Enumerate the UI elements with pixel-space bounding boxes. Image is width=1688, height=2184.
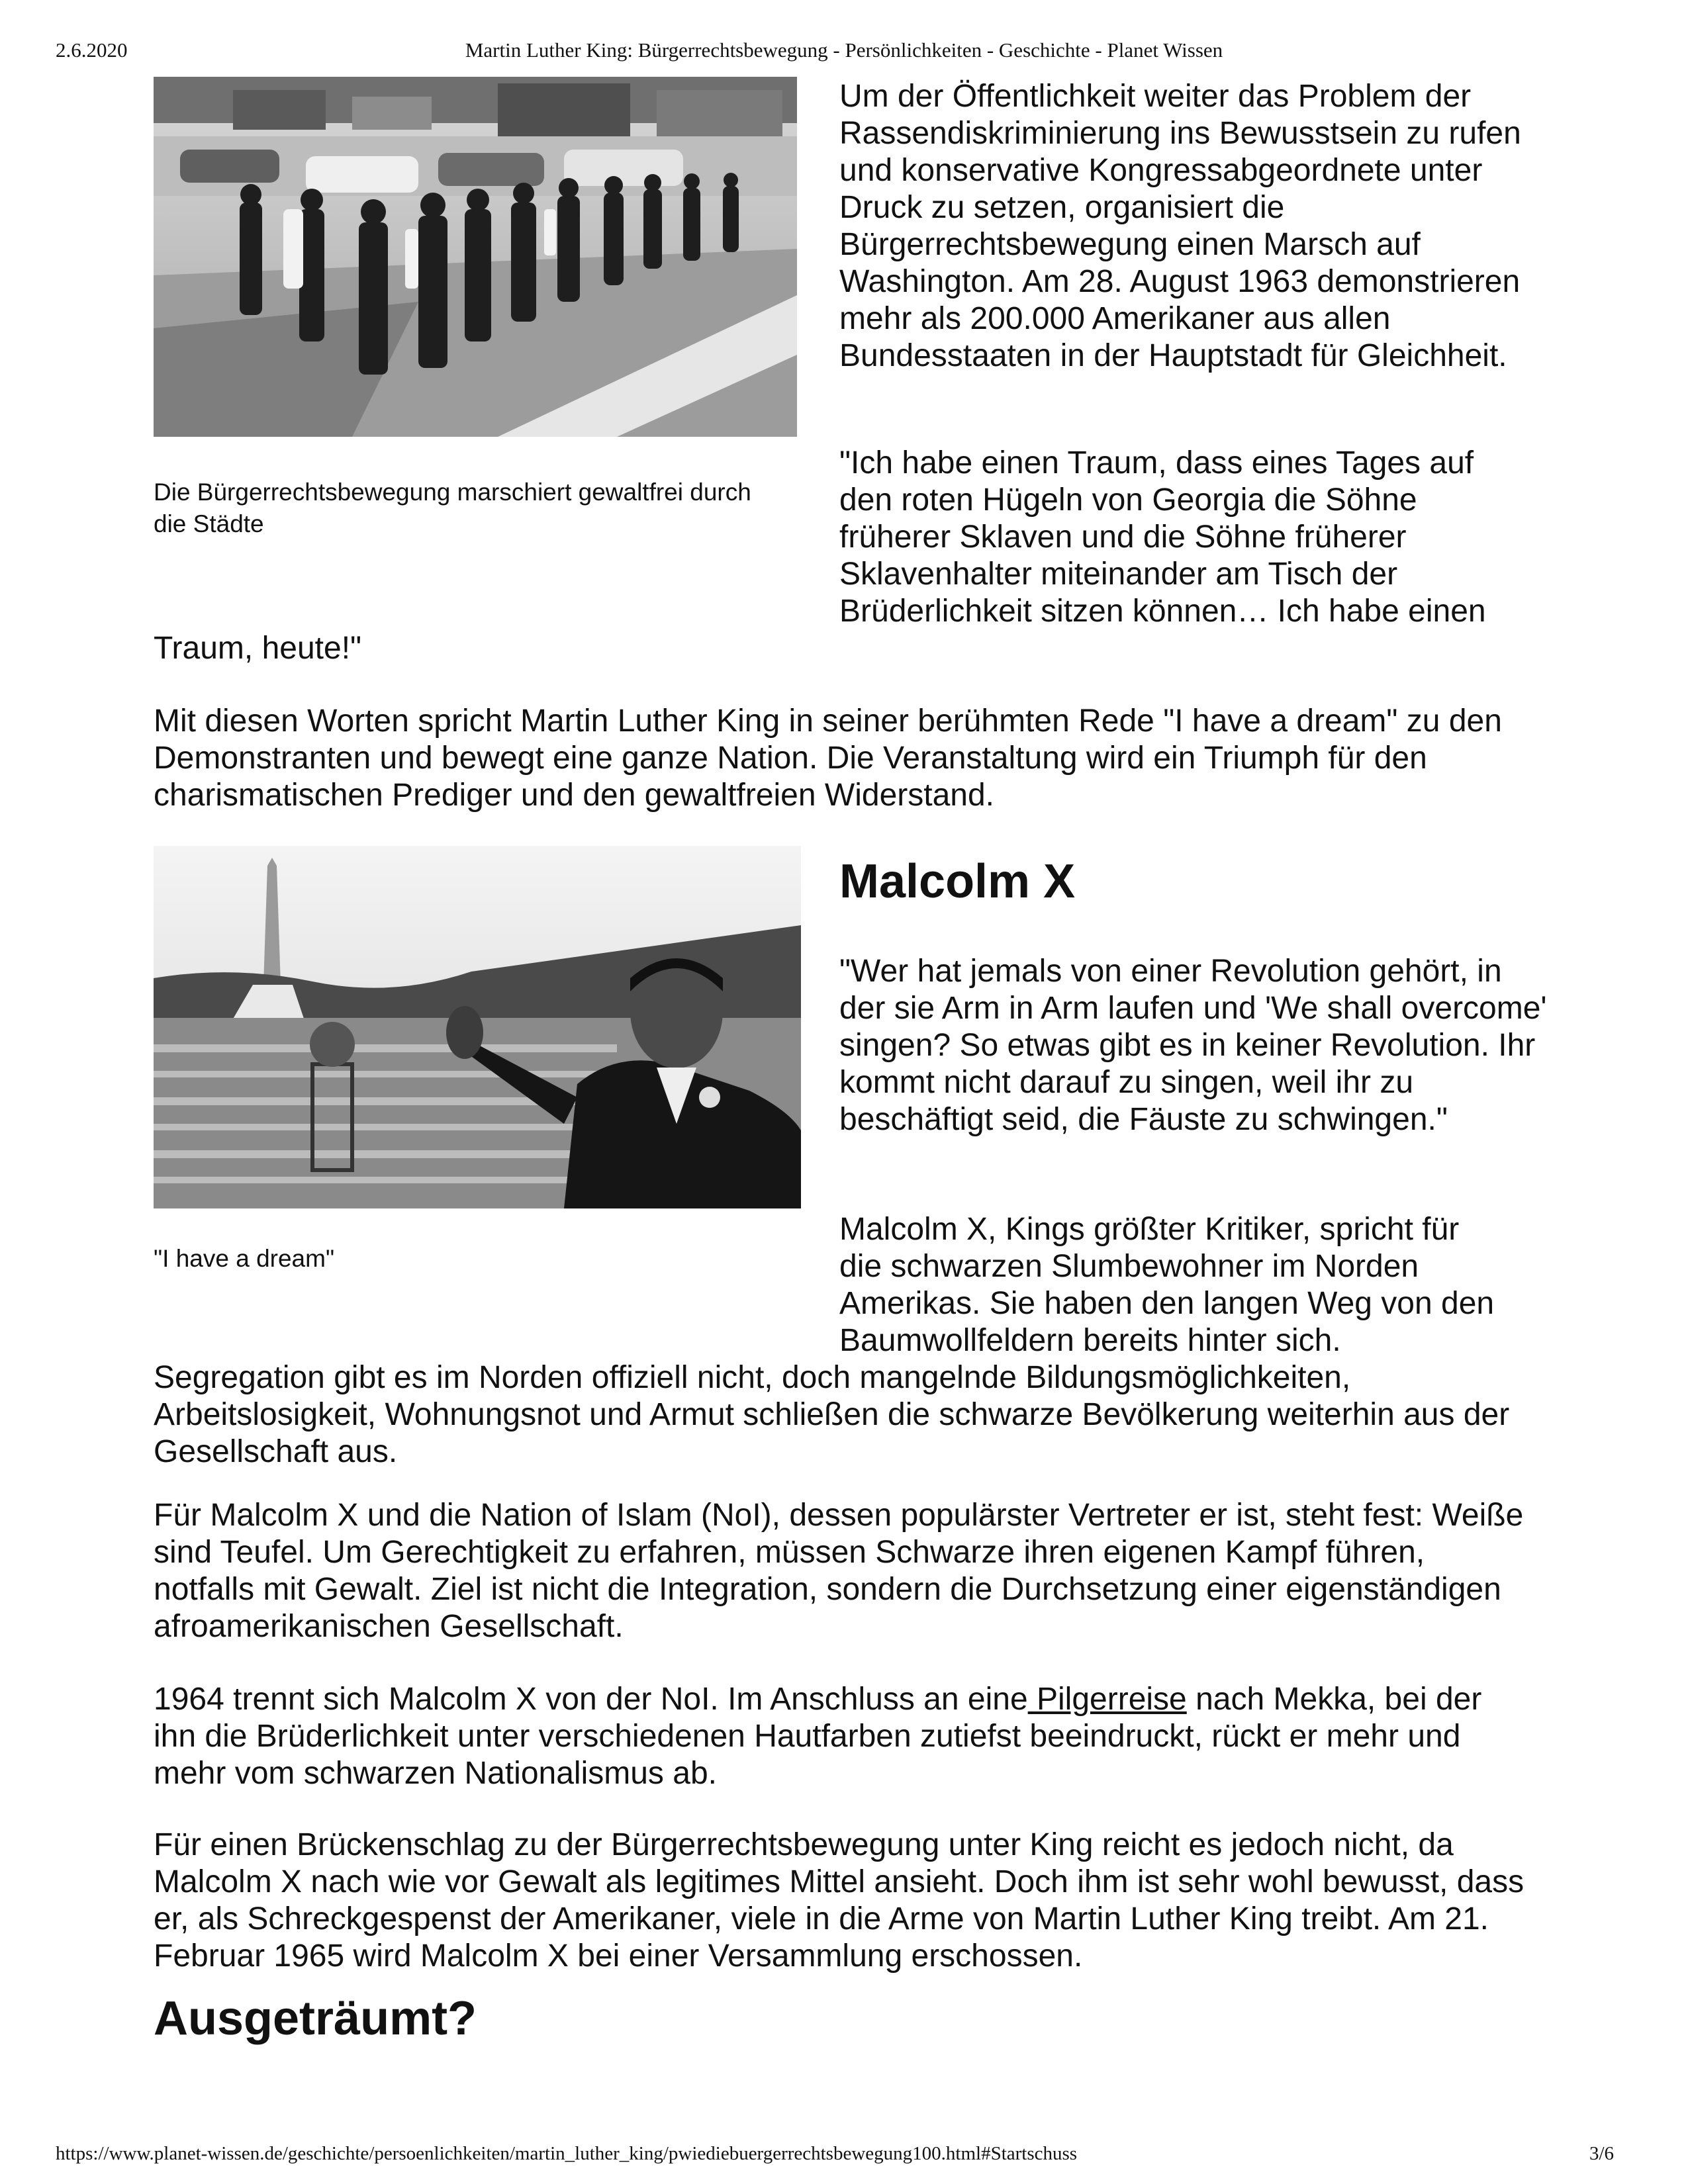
dream-quote-line: Sklavenhalter miteinander am Tisch der bbox=[839, 557, 1398, 592]
pilgerreise-link[interactable]: Pilgerreise bbox=[1027, 1682, 1187, 1717]
dream-quote-line: Brüderlichkeit sitzen können… Ich habe einen bbox=[839, 594, 1486, 629]
dream-quote-line: den roten Hügeln von Georgia die Söhne bbox=[839, 482, 1417, 518]
malcolm-x-heading: Malcolm X bbox=[839, 855, 1076, 908]
malcolm-intro-line: Malcolm X, Kings größter Kritiker, spricht für bbox=[839, 1212, 1460, 1247]
assassination-paragraph: Für einen Brückenschlag zu der Bürgerrechtsbewegung unter King reicht es jedoch nicht, da Malcolm X nach wie vor Gewalt als legitimes Mittel ansieht. Doch ihm ist sehr wohl bewusst, dass er, als Schreckgespenst der Amerikaner, viele in die Arme von Martin Luther King treibt. Am 21. Februar 1965 wird Malcolm X bei einer Versammlung erschossen. bbox=[154, 1827, 1524, 1974]
malcolm-quote: "Wer hat jemals von einer Revolution gehört, in der sie Arm in Arm laufen und 'We shall overcome' singen? So etwas gibt es in keiner Revolution. Ihr kommt nicht darauf zu singen, weil ihr zu beschäftigt seid, die Fäuste zu schwingen." bbox=[839, 954, 1547, 1137]
print-title: Martin Luther King: Bürgerrechtsbewegung - Persönlichkeiten - Geschichte - Planet Wissen bbox=[465, 38, 1223, 62]
page-number: 3/6 bbox=[1589, 2143, 1614, 2164]
ausgetraeumt-heading: Ausgeträumt? bbox=[154, 1992, 477, 2045]
pilgrimage-paragraph bbox=[154, 1681, 1530, 1792]
print-header bbox=[0, 38, 1688, 71]
march-photo-caption: Die Bürgerrechtsbewegung marschiert gewaltfrei durch die Städte bbox=[154, 478, 751, 537]
dream-photo-caption: "I have a dream" bbox=[154, 1245, 335, 1272]
dream-quote-line: früherer Sklaven und die Söhne früherer bbox=[839, 520, 1407, 555]
dream-photo-image bbox=[154, 846, 801, 1208]
pilgrimage-text-before: 1964 trennt sich Malcolm X von der NoI. Im Anschluss an eine bbox=[154, 1682, 1028, 1717]
dream-quote bbox=[839, 445, 1554, 630]
nation-of-islam-paragraph: Für Malcolm X und die Nation of Islam (NoI), dessen populärster Vertreter er ist, steht fest: Weiße sind Teufel. Um Gerechtigkeit zu erfahren, müssen Schwarze ihren eigenen Kampf führen, notfalls mit Gewalt. Ziel ist nicht die Integration, sondern die Durchsetzung einer eigenständigen afroamerikanischen Gesellschaft. bbox=[154, 1498, 1524, 1644]
malcolm-intro-paragraph bbox=[839, 1211, 1554, 1359]
pilgrimage-text-after: nach Mekka, bei der ihn die Brüderlichkeit unter verschiedenen Hautfarben zutiefst beeindruckt, rückt er mehr und mehr vom schwarzen Nationalismus ab. bbox=[154, 1682, 1482, 1791]
dream-speech-paragraph: Mit diesen Worten spricht Martin Luther King in seiner berühmten Rede "I have a dream" zu den Demonstranten und bewegt eine ganze Nation. Die Veranstaltung wird ein Triumph für den charismatischen Prediger und den gewaltfreien Widerstand. bbox=[154, 704, 1502, 813]
dream-photo bbox=[154, 846, 801, 1208]
print-footer bbox=[0, 2143, 1688, 2176]
malcolm-intro-line: die schwarzen Slumbewohner im Norden bbox=[839, 1249, 1419, 1284]
malcolm-intro-line: Baumwollfeldern bereits hinter sich. bbox=[839, 1323, 1341, 1358]
print-date: 2.6.2020 bbox=[56, 38, 128, 62]
march-photo-image bbox=[154, 77, 797, 437]
dream-quote-end: Traum, heute!" bbox=[154, 631, 362, 666]
march-photo bbox=[154, 77, 797, 437]
dream-quote-line: "Ich habe einen Traum, dass eines Tages auf bbox=[839, 445, 1474, 480]
malcolm-intro-line: Amerikas. Sie haben den langen Weg von den bbox=[839, 1286, 1495, 1321]
march-paragraph: Um der Öffentlichkeit weiter das Problem der Rassendiskriminierung ins Bewusstsein zu rufen und konservative Kongressabgeordnete unter Druck zu setzen, organisiert die Bürgerrechtsbewegung einen Marsch auf Washington. Am 28. August 1963 demonstrieren mehr als 200.000 Amerikaner aus allen Bundesstaaten in der Hauptstadt für Gleichheit. bbox=[839, 79, 1521, 373]
segregation-paragraph: Segregation gibt es im Norden offiziell nicht, doch mangelnde Bildungsmöglichkeiten, Arbeitslosigkeit, Wohnungsnot und Armut schließen die schwarze Bevölkerung weiterhin aus der Gesellschaft aus. bbox=[154, 1360, 1510, 1469]
page-url: https://www.planet-wissen.de/geschichte/persoenlichkeiten/martin_luther_king/pwiediebuergerrechtsbewegung100.html#Startschuss bbox=[56, 2143, 1078, 2164]
